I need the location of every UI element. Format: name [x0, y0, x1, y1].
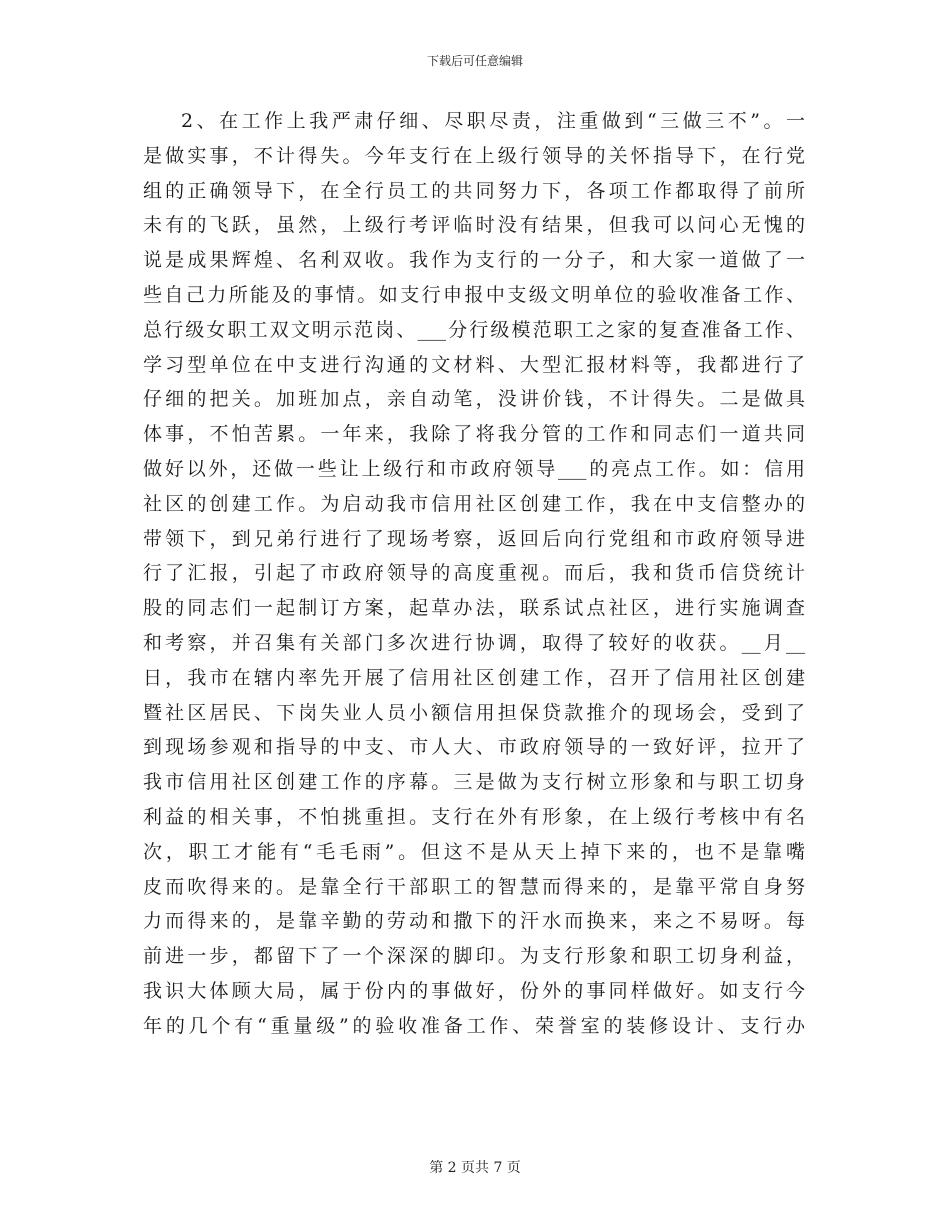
page-header: 下载后可任意编辑 — [426, 54, 523, 68]
text-line: 我识大体顾大局，属于份内的事做好，份外的事同样做好。如支行今 — [143, 979, 805, 1002]
text-line: 前进一步，都留下了一个深深的脚印。为支行形象和职工切身利益， — [143, 945, 805, 968]
body-paragraph — [143, 104, 805, 1044]
text-line: 做好以外，还做一些让上级行和市政府领导___的亮点工作。如：信用 — [143, 457, 805, 480]
text-line: 是做实事，不计得失。今年支行在上级行领导的关怀指导下，在行党 — [143, 144, 805, 167]
text-line: 年的几个有“重量级”的验收准备工作、荣誉室的装修设计、支行办 — [143, 1014, 805, 1037]
text-line: 行了汇报，引起了市政府领导的高度重视。而后，我和货币信贷统计 — [143, 562, 805, 585]
text-line: 仔细的把关。加班加点，亲自动笔，没讲价钱，不计得失。二是做具 — [143, 388, 805, 411]
text-line: 带领下，到兄弟行进行了现场考察，返回后向行党组和市政府领导进 — [143, 527, 805, 550]
text-line: 我市信用社区创建工作的序幕。三是做为支行树立形象和与职工切身 — [143, 771, 805, 794]
text-line: 股的同志们一起制订方案，起草办法，联系试点社区，进行实施调查 — [143, 597, 805, 620]
text-line: 未有的飞跃，虽然，上级行考评临时没有结果，但我可以问心无愧的 — [143, 214, 805, 237]
text-line: 次，职工才能有“毛毛雨”。但这不是从天上掉下来的，也不是靠嘴 — [143, 840, 805, 863]
text-line: 力而得来的，是靠辛勤的劳动和撒下的汗水而换来，来之不易呀。每 — [143, 910, 805, 933]
text-line: 日，我市在辖内率先开展了信用社区创建工作，召开了信用社区创建 — [143, 666, 805, 689]
text-line: 些自己力所能及的事情。如支行申报中支级文明单位的验收准备工作、 — [143, 283, 805, 306]
text-line: 说是成果辉煌、名利双收。我作为支行的一分子，和大家一道做了一 — [143, 249, 805, 272]
text-line: 总行级女职工双文明示范岗、___分行级模范职工之家的复查准备工作、 — [143, 318, 805, 341]
text-line: 利益的相关事，不怕挑重担。支行在外有形象，在上级行考核中有名 — [143, 805, 805, 828]
text-line: 和考察，并召集有关部门多次进行协调，取得了较好的收获。__月__ — [143, 631, 805, 654]
text-line: 社区的创建工作。为启动我市信用社区创建工作，我在中支信整办的 — [143, 492, 805, 515]
text-line: 暨社区居民、下岗失业人员小额信用担保贷款推介的现场会，受到了 — [143, 701, 805, 724]
text-line: 组的正确领导下，在全行员工的共同努力下，各项工作都取得了前所 — [143, 179, 805, 202]
text-line: 到现场参观和指导的中支、市人大、市政府领导的一致好评，拉开了 — [143, 736, 805, 759]
text-line: 2、在工作上我严肃仔细、尽职尽责，注重做到“三做三不”。一 — [181, 110, 805, 132]
page-footer: 第 2 页共 7 页 — [429, 1160, 521, 1176]
text-line: 体事，不怕苦累。一年来，我除了将我分管的工作和同志们一道共同 — [143, 423, 805, 446]
text-line: 皮而吹得来的。是靠全行干部职工的智慧而得来的，是靠平常自身努 — [143, 875, 805, 898]
text-line: 学习型单位在中支进行沟通的文材料、大型汇报材料等，我都进行了 — [143, 353, 805, 376]
